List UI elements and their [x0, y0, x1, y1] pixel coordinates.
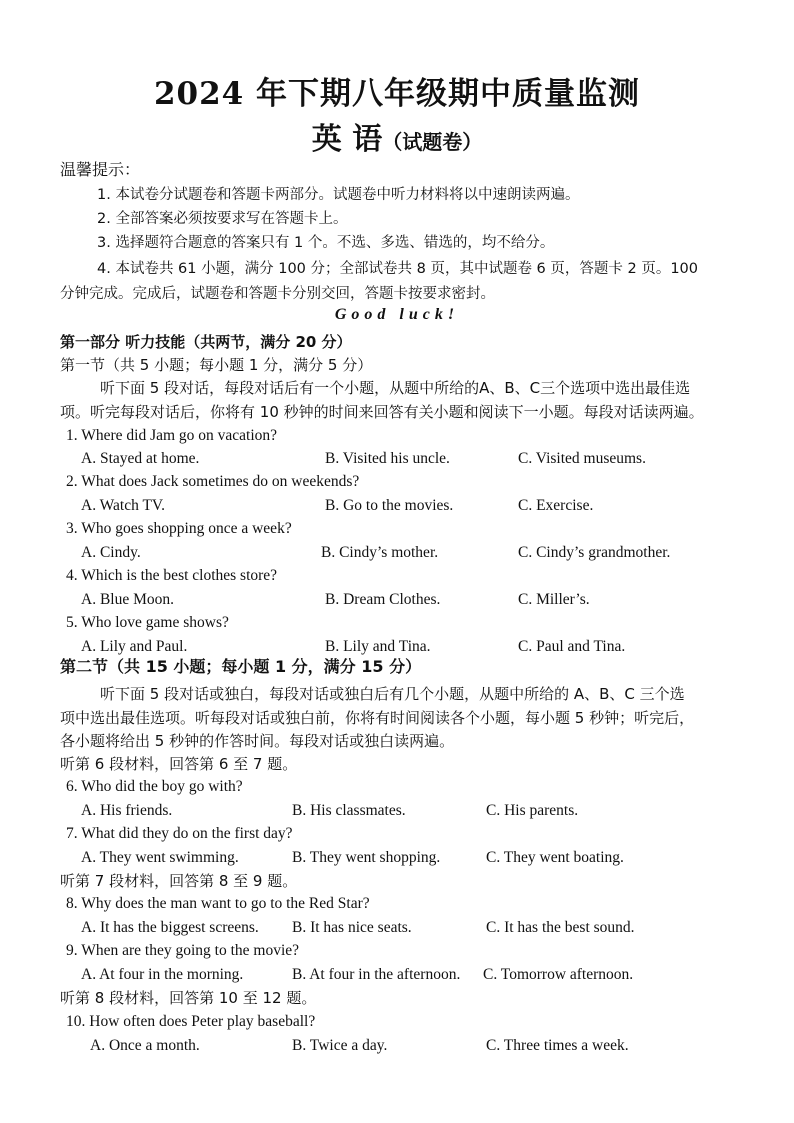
option-a: A. Blue Moon. — [81, 591, 174, 608]
option-c: C. Miller’s. — [518, 591, 590, 608]
tip-item: 1. 本试卷分试题卷和答题卡两部分。试题卷中听力材料将以中速朗读两遍。 — [97, 187, 580, 203]
option-b: B. His classmates. — [292, 802, 406, 819]
option-c: C. His parents. — [486, 802, 579, 819]
option-c: C. Three times a week. — [486, 1037, 629, 1054]
option-c: C. Cindy’s grandmother. — [518, 544, 671, 561]
material-7-note: 听第 7 段材料，回答第 8 至 9 题。 — [60, 872, 298, 890]
option-a: A. At four in the morning. — [81, 966, 244, 983]
option-a: A. Cindy. — [81, 544, 141, 561]
question-4: 4. Which is the best clothes store? — [66, 567, 278, 584]
option-b: B. Visited his uncle. — [325, 450, 450, 467]
exam-title: 2024 年下期八年级期中质量监测 — [153, 76, 641, 112]
section1-heading: 第一节（共 5 小题；每小题 1 分，满分 5 分） — [60, 356, 373, 374]
option-a: A. Once a month. — [90, 1037, 200, 1054]
tip-item: 分钟完成。完成后，试题卷和答题卡分别交回，答题卡按要求密封。 — [60, 286, 495, 302]
subject-name: 英 语 — [311, 122, 383, 157]
option-a: A. His friends. — [81, 802, 173, 819]
material-8-note: 听第 8 段材料，回答第 10 至 12 题。 — [60, 989, 317, 1007]
option-b: B. Twice a day. — [292, 1037, 388, 1054]
question-10: 10. How often does Peter play baseball? — [66, 1013, 316, 1030]
subject-title — [0, 114, 794, 158]
question-8: 8. Why does the man want to go to the Red Star? — [66, 895, 370, 912]
tip-item: 3. 选择题符合题意的答案只有 1 个。不选、多选、错选的，均不给分。 — [97, 235, 555, 251]
question-1: 1. Where did Jam go on vacation? — [66, 427, 278, 444]
section2-instructions: 听下面 5 段对话或独白，每段对话或独白后有几个小题，从题中所给的 A、B、C 三个选 — [100, 685, 685, 703]
option-a: A. Watch TV. — [81, 497, 166, 514]
option-a: A. It has the biggest screens. — [81, 919, 259, 936]
option-c: C. Paul and Tina. — [518, 638, 626, 655]
section1-instructions: 项。听完每段对话后，你将有 10 秒钟的时间来回答有关小题和阅读下一小题。每段对话读两遍。 — [60, 403, 704, 421]
good-luck-text: Good luck! — [334, 306, 460, 323]
section2-instructions: 项中选出最佳选项。听每段对话或独白前，你将有时间阅读各个小题，每小题 5 秒钟；听完后， — [60, 709, 695, 727]
option-c: C. It has the best sound. — [486, 919, 635, 936]
subject-note: （试题卷） — [382, 130, 483, 154]
part1-heading: 第一部分 听力技能（共两节，满分 20 分） — [60, 333, 352, 351]
option-b: B. They went shopping. — [292, 849, 441, 866]
material-6-note: 听第 6 段材料，回答第 6 至 7 题。 — [60, 755, 298, 773]
option-b: B. Go to the movies. — [325, 497, 454, 514]
section2-heading: 第二节（共 15 小题；每小题 1 分，满分 15 分） — [60, 657, 422, 676]
option-c: C. They went boating. — [486, 849, 624, 866]
question-2: 2. What does Jack sometimes do on weekends? — [66, 473, 360, 490]
option-b: B. Cindy’s mother. — [321, 544, 439, 561]
question-6: 6. Who did the boy go with? — [66, 778, 243, 795]
question-5: 5. Who love game shows? — [66, 614, 229, 631]
option-c: C. Exercise. — [518, 497, 594, 514]
option-a: A. They went swimming. — [81, 849, 239, 866]
section2-instructions: 各小题将给出 5 秒钟的作答时间。每段对话或独白读两遍。 — [60, 732, 455, 750]
option-a: A. Stayed at home. — [81, 450, 200, 467]
option-b: B. Lily and Tina. — [325, 638, 431, 655]
tips-heading: 温馨提示： — [60, 160, 141, 179]
section1-instructions: 听下面 5 段对话，每段对话后有一个小题，从题中所给的A、B、C三个选项中选出最佳选 — [100, 379, 691, 397]
option-c: C. Visited museums. — [518, 450, 646, 467]
option-a: A. Lily and Paul. — [81, 638, 188, 655]
tip-item: 4. 本试卷共 61 小题，满分 100 分；全部试卷共 8 页，其中试题卷 6 页，答题卡 2 页。100 — [97, 261, 699, 277]
option-b: B. At four in the afternoon. — [292, 966, 461, 983]
option-c: C. Tomorrow afternoon. — [483, 966, 634, 983]
option-b: B. It has nice seats. — [292, 919, 412, 936]
question-9: 9. When are they going to the movie? — [66, 942, 300, 959]
tip-item: 2. 全部答案必须按要求写在答题卡上。 — [97, 211, 348, 227]
question-7: 7. What did they do on the first day? — [66, 825, 293, 842]
question-3: 3. Who goes shopping once a week? — [66, 520, 292, 537]
option-b: B. Dream Clothes. — [325, 591, 441, 608]
